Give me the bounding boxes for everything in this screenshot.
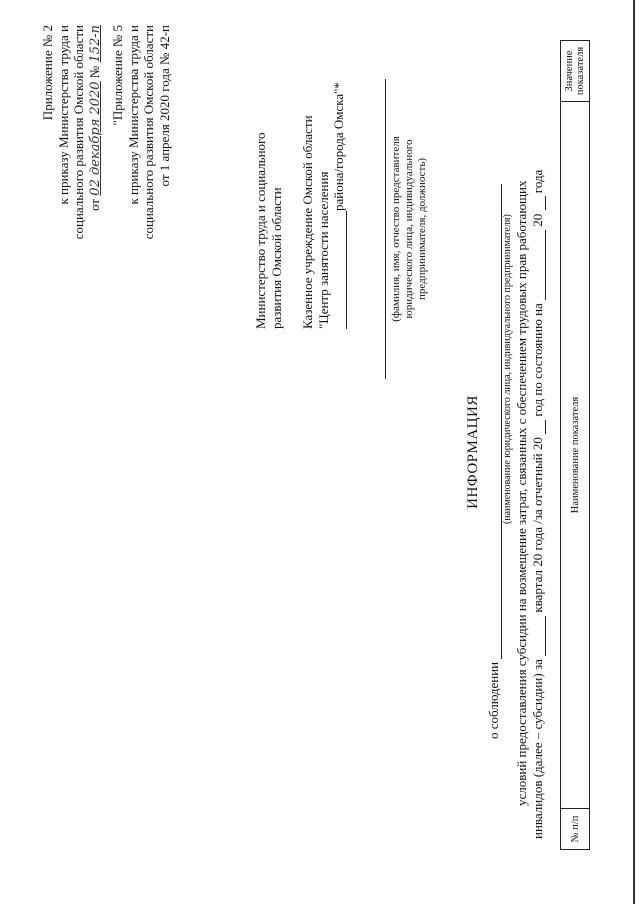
document-title: ИНФОРМАЦИЯ xyxy=(465,395,481,509)
appendix-2-line-2: социального развития Омской области xyxy=(71,25,86,240)
appendix-5-title: "Приложение № 5 xyxy=(110,25,125,126)
entity-name-caption: (наименование юридического лица, индивидуального предпринимателя) xyxy=(502,214,513,524)
col-indicator-name: Наименование показателя xyxy=(569,396,581,514)
handwritten-number: 152-п xyxy=(87,25,103,63)
col-number: № п/п xyxy=(569,815,581,843)
representative-caption: (фамилия, имя, отчество представителя юридического лица, индивидуального предпринимателя, должность) xyxy=(390,136,428,322)
appendix-2-line-3: от 02 декабря 2020 № 152-п xyxy=(86,25,103,211)
col-indicator-value: Значение показателя xyxy=(564,46,586,96)
appendix-5-line-1: к приказу Министерства труда и xyxy=(125,25,141,205)
body-line-1: о соблюдении xyxy=(486,184,502,739)
indicators-table-header xyxy=(560,40,590,850)
addressee-employment-center: Казенное учреждение Омской области "Центр занятости населения района/города Омска"* xyxy=(300,82,346,329)
appendix-5-line-2: социального развития Омской области xyxy=(141,25,156,240)
appendix-5-block xyxy=(110,25,172,239)
appendix-2-title: Приложение № 2 xyxy=(40,25,55,121)
addressee-ministry: Министерство труда и социального развития Омской области xyxy=(253,132,284,329)
appendix-2-line-1: к приказу Министерства труда и xyxy=(55,25,71,205)
body-line-3: инвалидов (далее – субсидии) за квартал 20 года /за отчетный 20 год по состоянию на 20 года xyxy=(530,169,545,839)
appendix-5-line-3: от 1 апреля 2020 года № 42-п xyxy=(156,25,172,187)
body-line-2: условий предоставления субсидии на возмещение затрат, связанных с обеспечением трудовых прав работающих xyxy=(514,180,529,806)
scan-edge xyxy=(633,0,635,904)
district-blank xyxy=(346,211,347,329)
representative-name-line xyxy=(385,79,386,379)
handwritten-date: 02 декабря 2020 xyxy=(87,81,103,196)
appendix-2-block xyxy=(40,25,103,239)
